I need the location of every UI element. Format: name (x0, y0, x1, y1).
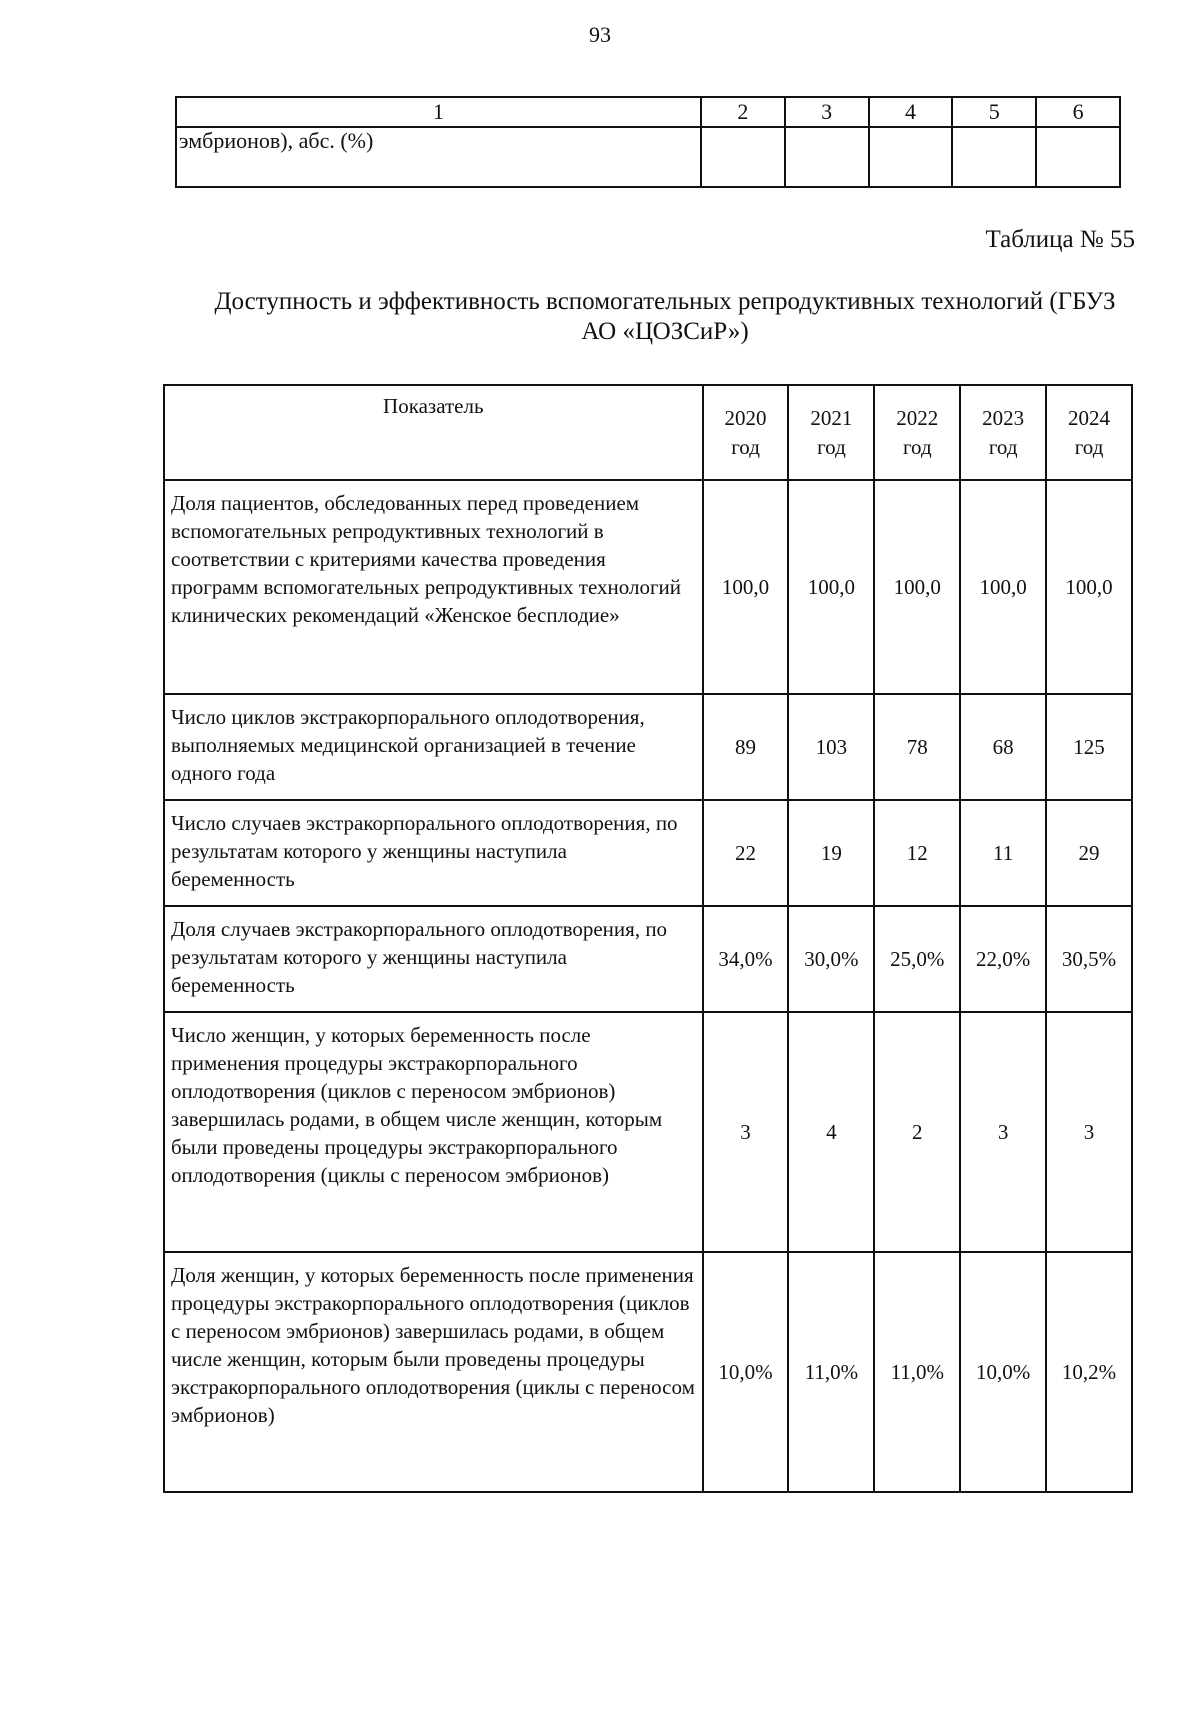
value-cell: 22,0% (960, 906, 1046, 1012)
value-cell: 100,0 (874, 480, 960, 694)
value-cell: 25,0% (874, 906, 960, 1012)
table-header-row (164, 385, 1132, 480)
table-row (164, 694, 1132, 800)
value-cell: 89 (703, 694, 789, 800)
value-cell: 10,2% (1046, 1252, 1132, 1492)
row-indicator-label: Доля женщин, у которых беременность после применения процедуры экстракорпорального оплодотворения (циклов с переносом эмбрионов) завершилась родами, в общем числе женщин, которым были проведены процедуры экстракорпорального оплодотворения (циклы с переносом эмбрионов) (164, 1252, 703, 1492)
row-indicator-label: Число циклов экстракорпорального оплодотворения, выполняемых медицинской организацией в течение одного года (164, 694, 703, 800)
value-cell: 78 (874, 694, 960, 800)
row-indicator-label: Доля случаев экстракорпорального оплодотворения, по результатам которого у женщины наступила беременность (164, 906, 703, 1012)
column-number: 2 (701, 97, 785, 127)
value-cell: 4 (788, 1012, 874, 1252)
year-unit: год (731, 434, 760, 459)
table-row (164, 1012, 1132, 1252)
continuation-header-row (176, 97, 1120, 127)
value-cell: 125 (1046, 694, 1132, 800)
value-cell: 22 (703, 800, 789, 906)
value-cell: 30,5% (1046, 906, 1132, 1012)
year-label: 2023 (982, 405, 1025, 430)
art-availability-table (163, 384, 1133, 1493)
value-cell: 10,0% (960, 1252, 1046, 1492)
row-indicator-label: Число женщин, у которых беременность после применения процедуры экстракорпорального оплодотворения (циклов с переносом эмбрионов) завершилась родами, в общем числе женщин, которым были проведены процедуры экстракорпорального оплодотворения (циклы с переносом эмбрионов) (164, 1012, 703, 1252)
table-row (164, 1252, 1132, 1492)
year-unit: год (817, 434, 846, 459)
year-unit: год (988, 434, 1018, 459)
value-cell: 34,0% (703, 906, 789, 1012)
year-unit: год (1074, 434, 1104, 459)
continuation-cell (785, 127, 869, 187)
column-number: 4 (869, 97, 953, 127)
row-indicator-label: Доля пациентов, обследованных перед проведением вспомогательных репродуктивных технологий в соответствии с критериями качества проведения программ вспомогательных репродуктивных технологий клинических рекомендаций «Женское бесплодие» (164, 480, 703, 694)
row-indicator-label: Число случаев экстракорпорального оплодотворения, по результатам которого у женщины наступила беременность (164, 800, 703, 906)
indicator-header: Показатель (164, 385, 703, 480)
column-number: 3 (785, 97, 869, 127)
value-cell: 30,0% (788, 906, 874, 1012)
value-cell: 3 (1046, 1012, 1132, 1252)
value-cell: 19 (788, 800, 874, 906)
value-cell: 100,0 (1046, 480, 1132, 694)
continuation-cell (869, 127, 953, 187)
continuation-cell (952, 127, 1036, 187)
year-header (874, 385, 960, 480)
continuation-row (176, 127, 1120, 187)
value-cell: 29 (1046, 800, 1132, 906)
value-cell: 11,0% (788, 1252, 874, 1492)
column-number: 6 (1036, 97, 1120, 127)
continuation-cell (1036, 127, 1120, 187)
column-number: 1 (176, 97, 701, 127)
value-cell: 103 (788, 694, 874, 800)
year-unit: год (902, 434, 932, 459)
column-number: 5 (952, 97, 1036, 127)
table-title: Доступность и эффективность вспомогательных репродуктивных технологий (ГБУЗ АО «ЦОЗСиР») (214, 288, 1116, 345)
year-label: 2022 (896, 405, 939, 430)
table-row (164, 906, 1132, 1012)
year-header (703, 385, 789, 480)
page-number: 93 (589, 22, 611, 47)
year-header (1046, 385, 1132, 480)
value-cell: 100,0 (960, 480, 1046, 694)
year-label: 2021 (810, 405, 853, 430)
table-row (164, 480, 1132, 694)
year-label: 2024 (1068, 405, 1111, 430)
value-cell: 3 (960, 1012, 1046, 1252)
value-cell: 11 (960, 800, 1046, 906)
value-cell: 2 (874, 1012, 960, 1252)
value-cell: 10,0% (703, 1252, 789, 1492)
value-cell: 3 (703, 1012, 789, 1252)
continuation-table (175, 96, 1121, 188)
continuation-label: эмбрионов), абс. (%) (176, 127, 701, 187)
year-label: 2020 (724, 405, 767, 430)
year-header (788, 385, 874, 480)
continuation-cell (701, 127, 785, 187)
value-cell: 100,0 (703, 480, 789, 694)
value-cell: 12 (874, 800, 960, 906)
value-cell: 68 (960, 694, 1046, 800)
value-cell: 100,0 (788, 480, 874, 694)
year-header (960, 385, 1046, 480)
value-cell: 11,0% (874, 1252, 960, 1492)
table-label: Таблица № 55 (985, 226, 1135, 253)
table-row (164, 800, 1132, 906)
